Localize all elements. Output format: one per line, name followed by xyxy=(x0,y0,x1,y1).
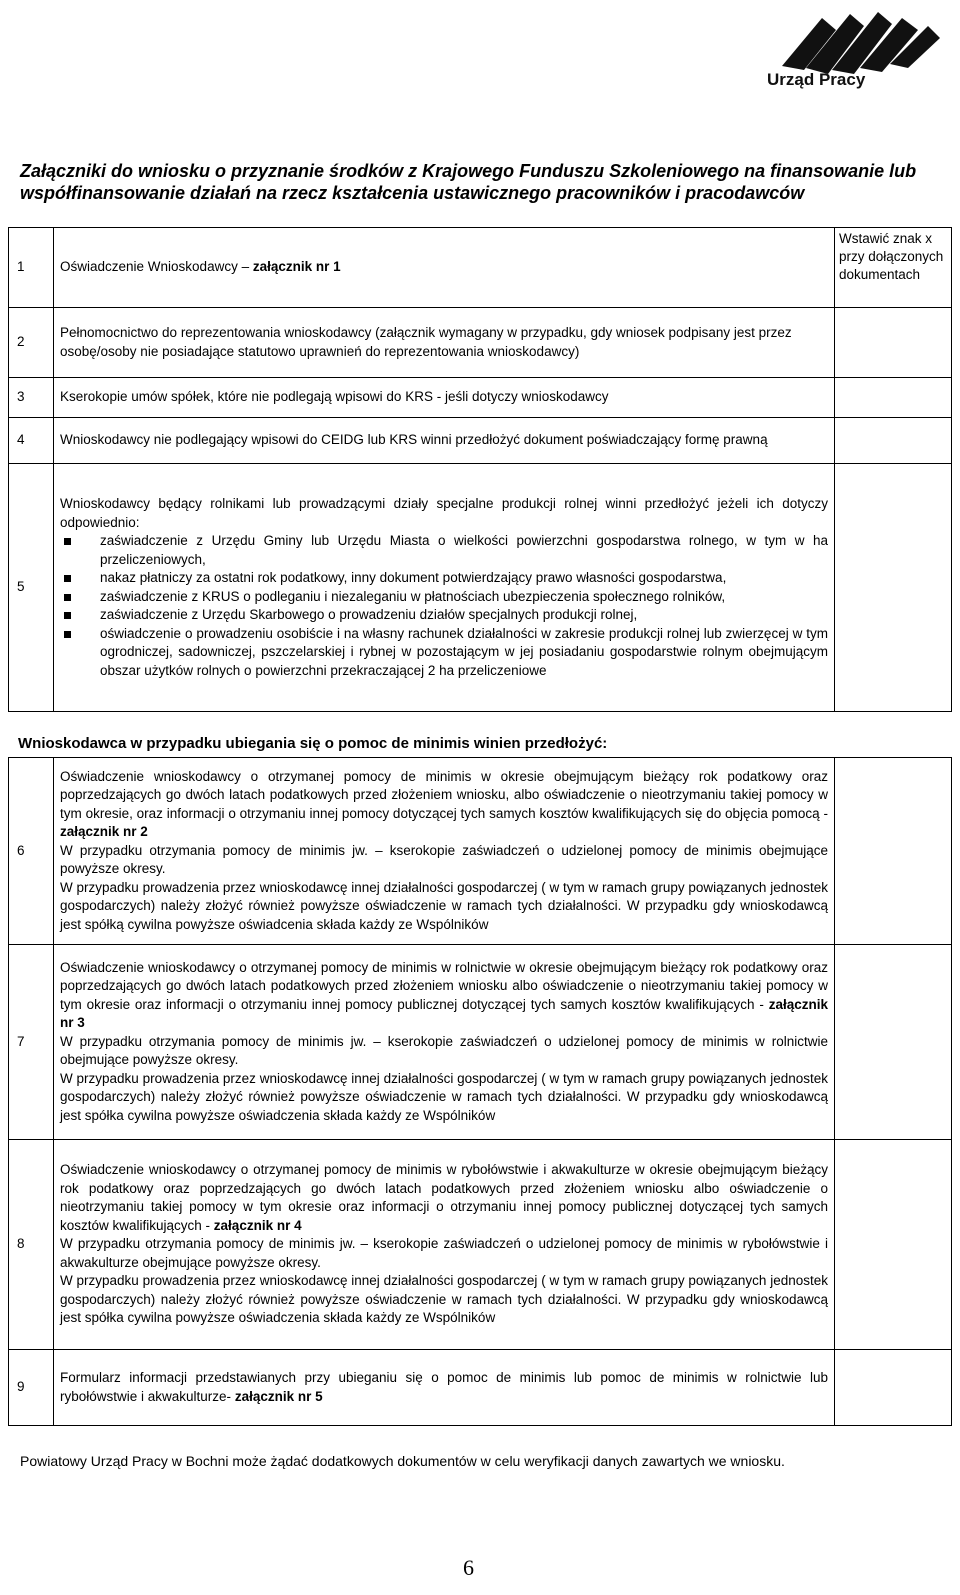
row-9-text: Formularz informacji przedstawianych przy ubieganiu się o pomoc de minimis lub pomoc de minimis w rolnictwie lub rybołówstwie i akwakulturze- załącznik nr 5 xyxy=(54,1350,835,1426)
list-item: oświadczenie o prowadzeniu osobiście i na własny rachunek działalności w zakresie produkcji rolnej lub zwierzęcej w tym ogrodniczej, sadowniczej, pszczelarskiej i rybnej w pozostającym w jej posiadaniu gospodarstwie rolnym obejmującym obszar użytków rolnych o powierzchni przekraczającej 2 ha przeliczeniowe xyxy=(100,625,828,681)
checkbox-cell-6[interactable] xyxy=(835,758,952,945)
row-number: 6 xyxy=(9,758,54,945)
row-number: 9 xyxy=(9,1350,54,1426)
list-item: zaświadczenie z Urzędu Skarbowego o prowadzeniu działów specjalnych produkcji rolnej, xyxy=(100,606,828,625)
attachments-table-1 xyxy=(8,227,952,712)
checkbox-cell-9[interactable] xyxy=(835,1350,952,1426)
row-2-text: Pełnomocnictwo do reprezentowania wnioskodawcy (załącznik wymagany w przypadku, gdy wniosek podpisany jest przez osobę/osoby nie posiadające statutowo uprawnień do reprezentowania wnioskodawcy) xyxy=(54,308,835,378)
row-number: 2 xyxy=(9,308,54,378)
row-6-text: Oświadczenie wnioskodawcy o otrzymanej pomocy de minimis w okresie obejmującym bieżący rok podatkowy oraz poprzedzających go dwóch latach podatkowych przed złożeniem wniosku, albo oświadczenie o nieotrzymaniu takiej pomocy w tym okresie, oraz informacji o otrzymaniu innej pomocy dotyczącej tych samych kosztów kwalifikujących się do objęcia pomocą - załącznik nr 2 W przypadku otrzymania pomocy de minimis jw. – kserokopie zaświadczeń o udzielonej pomocy de minimis obejmujące powyższe okresy. W przypadku prowadzenia przez wnioskodawcę innej działalności gospodarczej ( w tym w ramach grupy powiązanych jednostek gospodarczych) należy złożyć również powyższe oświadczenie w ramach tych działalności. W przypadku gdy wnioskodawcą jest spółką cywilna powyższe oświadcenia składa każdy ze Wspólników xyxy=(54,758,835,945)
row-number: 1 xyxy=(9,228,54,308)
row-number: 3 xyxy=(9,378,54,418)
attachments-table-2 xyxy=(8,757,952,1426)
row-3-text: Kserokopie umów spółek, które nie podlegają wpisowi do KRS - jeśli dotyczy wnioskodawcy xyxy=(54,378,835,418)
deminimis-heading: Wnioskodawca w przypadku ubiegania się o pomoc de minimis winien przedłożyć: xyxy=(18,735,608,752)
row-7-text: Oświadczenie wnioskodawcy o otrzymanej pomocy de minimis w rolnictwie w okresie obejmującym bieżący rok podatkowy oraz poprzedzających go dwóch latach podatkowych przed złożeniem wniosku albo oświadczenie o nieotrzymaniu takiej pomocy w tym okresie oraz informacji o otrzymaniu innej pomocy publicznej dotyczącej tych samych kosztów kwalifikujących - załącznik nr 3 W przypadku otrzymania pomocy de minimis jw. – kserokopie zaświadczeń o udzielonej pomocy de minimis w rolnictwie obejmujące powyższe okresy. W przypadku prowadzenia przez wnioskodawcę innej działalności gospodarczej ( w tym w ramach grupy powiązanych jednostek gospodarczych) należy złożyć również powyższe oświadczenie w ramach tych działalności. W przypadku gdy wnioskodawcą jest spółka cywilna powyższe oświadczenia składa każdy ze Wspólników xyxy=(54,945,835,1140)
row-number: 4 xyxy=(9,418,54,464)
row-4-text: Wnioskodawcy nie podlegający wpisowi do CEIDG lub KRS winni przedłożyć dokument poświadczający formę prawną xyxy=(54,418,835,464)
footer-note: Powiatowy Urząd Pracy w Bochni może żądać dodatkowych dokumentów w celu weryfikacji danych zawartych we wniosku. xyxy=(20,1453,785,1469)
row-5-text: Wnioskodawcy będący rolnikami lub prowadzącymi działy specjalne produkcji rolnej winni przedłożyć jeżeli ich dotyczy odpowiednio: zaświadczenie z Urzędu Gminy lub Urzędu Miasta o wielkości powierzchni gospodarstwa rolnego, w tym w ha przeliczeniowych, nakaz płatniczy za ostatni rok podatkowy, inny dokument potwierdzający prawo własności gospodarstwa, zaświadczenie z KRUS o podleganiu i niezaleganiu w płatnościach ubezpieczenia społecznego rolników, zaświadczenie z Urzędu Skarbowego o prowadzeniu działów specjalnych produkcji rolnej, oświadczenie o prowadzeniu osobiście i na własny rachunek działalności w zakresie produkcji rolnej lub zwierzęcej w tym ogrodniczej, sadowniczej, pszczelarskiej i rybnej w pozostającym w jej posiadaniu gospodarstwie rolnym obejmującym obszar użytków rolnych o powierzchni przekraczającej 2 ha przeliczeniowe xyxy=(54,464,835,712)
checkbox-cell-7[interactable] xyxy=(835,945,952,1140)
checkbox-cell-4[interactable] xyxy=(835,418,952,464)
checkbox-cell-3[interactable] xyxy=(835,378,952,418)
row-number: 7 xyxy=(9,945,54,1140)
checkbox-cell-2[interactable] xyxy=(835,308,952,378)
farmer-documents-list xyxy=(60,532,828,680)
logo-name: Urząd Pracy xyxy=(767,70,866,89)
page-number: 6 xyxy=(463,1555,474,1580)
row-8-text: Oświadczenie wnioskodawcy o otrzymanej pomocy de minimis w rybołówstwie i akwakulturze w okresie obejmującym bieżący rok podatkowy oraz poprzedzających go dwóch latach podatkowych przed złożeniem wniosku albo oświadczenie o nieotrzymaniu takiej pomocy w tym okresie oraz informacji o otrzymaniu innej pomocy publicznej dotyczącej tych samych kosztów kwalifikujących - załącznik nr 4 W przypadku otrzymania pomocy de minimis jw. – kserokopie zaświadczeń o udzielonej pomocy de minimis w rybołówstwie i akwakulturze obejmujące powyższe okresy. W przypadku prowadzenia przez wnioskodawcę innej działalności gospodarczej ( w tym w ramach grupy powiązanych jednostek gospodarczych) należy złożyć również powyższe oświadczenie w ramach tych działalności. W przypadku gdy wnioskodawcą jest spółka cywilna powyższe oświadczenia składa każdy ze Wspólników xyxy=(54,1140,835,1350)
header-note: Wstawić znak x przy dołączonych dokumentach xyxy=(835,228,952,308)
list-item: zaświadczenie z Urzędu Gminy lub Urzędu Miasta o wielkości powierzchni gospodarstwa rolnego, w tym w ha przeliczeniowych, xyxy=(100,532,828,569)
row-number: 5 xyxy=(9,464,54,712)
page-title: Załączniki do wniosku o przyznanie środków z Krajowego Funduszu Szkoleniowego na finansowanie lub współfinansowanie działań na rzecz kształcenia ustawicznego pracowników i pracodawców xyxy=(20,161,917,203)
row-1-text: Oświadczenie Wnioskodawcy – załącznik nr 1 xyxy=(54,228,835,308)
checkbox-cell-8[interactable] xyxy=(835,1140,952,1350)
list-item: nakaz płatniczy za ostatni rok podatkowy, inny dokument potwierdzający prawo własności gospodarstwa, xyxy=(100,569,828,588)
row-number: 8 xyxy=(9,1140,54,1350)
list-item: zaświadczenie z KRUS o podleganiu i niezaleganiu w płatnościach ubezpieczenia społecznego rolników, xyxy=(100,588,828,607)
checkbox-cell-5[interactable] xyxy=(835,464,952,712)
